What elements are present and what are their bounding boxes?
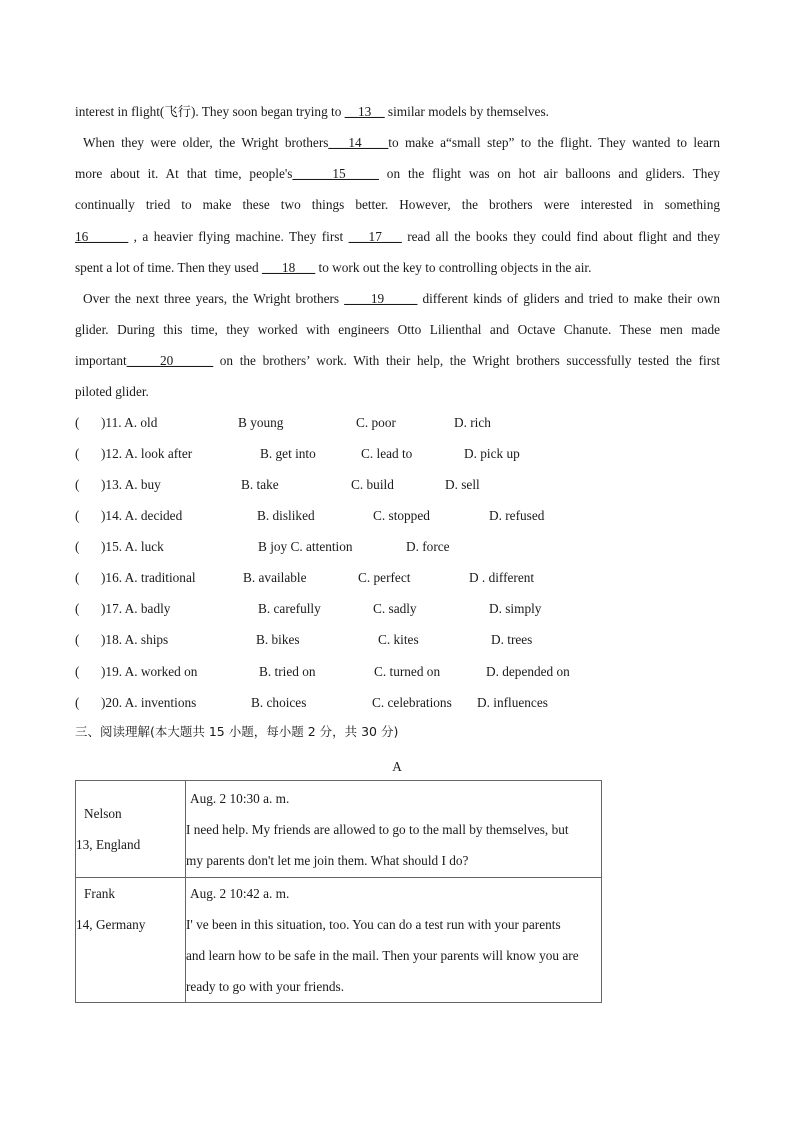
- blank-16: 16______: [75, 229, 129, 244]
- passage-text: similar models by themselves.: [384, 104, 549, 119]
- answer-paren: (: [75, 508, 80, 523]
- passage-text: When they were older, the Wright brothers: [83, 135, 329, 150]
- blank-19: ____19_____: [344, 291, 418, 306]
- passage-line: [75, 103, 720, 121]
- option-d: D. trees: [491, 632, 533, 647]
- option-c: C. build: [351, 477, 394, 492]
- passage-text: different kinds of gliders and tried to make their own: [417, 291, 720, 306]
- option-a: )17. A. badly: [101, 601, 171, 616]
- passage-text: more about it. At that time, people's: [75, 166, 293, 181]
- passage-line: [75, 290, 720, 308]
- message-cell: [186, 878, 602, 1003]
- option-d: D. simply: [489, 601, 542, 616]
- passage-text: continually tried to make these two things better. However, the brothers were interested in something: [75, 197, 720, 212]
- answer-paren: (: [75, 539, 80, 554]
- passage-text: , a heavier flying machine. They first: [128, 229, 349, 244]
- answer-paren: (: [75, 695, 80, 710]
- option-d: D. pick up: [464, 446, 520, 461]
- message-cell: [186, 781, 602, 878]
- option-d: D . different: [469, 570, 535, 585]
- option-a: )14. A. decided: [101, 508, 183, 523]
- blank-13: __13__: [344, 104, 385, 119]
- author-cell: [76, 878, 186, 1003]
- answer-paren: (: [75, 446, 80, 461]
- passage-text: interest in flight(飞行). They soon began trying to: [75, 104, 345, 119]
- post-text: I need help. My friends are allowed to go to the mall by themselves, but: [186, 822, 569, 837]
- passage-text: piloted glider.: [75, 384, 149, 399]
- blank-15: ______15_____: [292, 166, 379, 181]
- passage-text: on the brothers’ work. With their help, the Wright brothers successfully tested the first: [213, 353, 720, 368]
- option-c: C. celebrations: [372, 695, 452, 710]
- option-c: C. stopped: [373, 508, 430, 523]
- option-a: )16. A. traditional: [101, 570, 196, 585]
- option-d: D. sell: [445, 477, 480, 492]
- post-time: Aug. 2 10:42 a. m.: [190, 886, 290, 901]
- option-b: B. get into: [260, 446, 316, 461]
- passage-line: [75, 352, 720, 370]
- posts-table: [75, 780, 602, 1003]
- author-info: 14, Germany: [76, 917, 146, 932]
- option-b: B. take: [241, 477, 279, 492]
- blank-17: ___17___: [348, 229, 402, 244]
- option-c: C. kites: [378, 632, 419, 647]
- passage-text: Over the next three years, the Wright brothers: [83, 291, 345, 306]
- author-name: Frank: [84, 886, 116, 901]
- option-b: B. tried on: [259, 664, 316, 679]
- passage-text: to work out the key to controlling objects in the air.: [315, 260, 592, 275]
- passage-text: to make a“small step” to the flight. They wanted to learn: [388, 135, 720, 150]
- option-c: C. turned on: [374, 664, 441, 679]
- author-name: Nelson: [84, 806, 122, 821]
- option-a: )13. A. buy: [101, 477, 161, 492]
- passage-line: [75, 196, 720, 214]
- option-b: B. choices: [251, 695, 307, 710]
- option-b: B young: [238, 415, 284, 430]
- option-a: )18. A. ships: [101, 632, 169, 647]
- passage-line: [75, 134, 720, 152]
- passage-text: spent a lot of time. Then they used: [75, 260, 262, 275]
- passage-line: [75, 383, 720, 401]
- option-c: C. lead to: [361, 446, 413, 461]
- option-b: B. disliked: [257, 508, 315, 523]
- blank-20: _____20______: [126, 353, 214, 368]
- option-c: C. poor: [356, 415, 396, 430]
- option-a: )12. A. look after: [101, 446, 193, 461]
- answer-paren: (: [75, 664, 80, 679]
- option-d: D. depended on: [486, 664, 570, 679]
- post-text: and learn how to be safe in the mail. Then your parents will know you are: [186, 948, 579, 963]
- option-a: )19. A. worked on: [101, 664, 198, 679]
- post-text: ready to go with your friends.: [186, 979, 345, 994]
- passage-line: [75, 321, 720, 339]
- blank-14: ___14____: [328, 135, 389, 150]
- option-b: B. bikes: [256, 632, 300, 647]
- answer-paren: (: [75, 477, 80, 492]
- part-label: A: [392, 759, 402, 774]
- passage-line: [75, 259, 720, 277]
- table-row: [76, 878, 602, 1003]
- passage-line: [75, 165, 720, 183]
- author-cell: [76, 781, 186, 878]
- section-heading: 三、阅读理解(本大题共 15 小题，每小题 2 分，共 30 分): [75, 724, 399, 739]
- answer-paren: (: [75, 570, 80, 585]
- answer-paren: (: [75, 632, 80, 647]
- option-c: C. perfect: [358, 570, 411, 585]
- blank-18: ___18___: [261, 260, 316, 275]
- post-text: I' ve been in this situation, too. You can do a test run with your parents: [186, 917, 561, 932]
- option-b-c: B joy C. attention: [258, 539, 353, 554]
- option-b: B. available: [243, 570, 307, 585]
- passage-text: glider. During this time, they worked with engineers Otto Lilienthal and Octave Chanute. These men made: [75, 322, 720, 337]
- option-b: B. carefully: [258, 601, 321, 616]
- answer-paren: (: [75, 601, 80, 616]
- table-row: [76, 781, 602, 878]
- post-time: Aug. 2 10:30 a. m.: [190, 791, 290, 806]
- option-d: D. refused: [489, 508, 545, 523]
- option-c: C. sadly: [373, 601, 417, 616]
- passage-line: [75, 228, 720, 246]
- passage-text: important: [75, 353, 127, 368]
- option-d: D. rich: [454, 415, 491, 430]
- option-a: )20. A. inventions: [101, 695, 197, 710]
- option-a: )11. A. old: [101, 415, 158, 430]
- option-d: D. influences: [477, 695, 548, 710]
- option-a: )15. A. luck: [101, 539, 164, 554]
- post-text: my parents don't let me join them. What should I do?: [186, 853, 469, 868]
- passage-text: read all the books they could find about flight and they: [401, 229, 720, 244]
- answer-paren: (: [75, 415, 80, 430]
- passage-text: on the flight was on hot air balloons and gliders. They: [378, 166, 720, 181]
- option-d: D. force: [406, 539, 450, 554]
- author-info: 13, England: [76, 837, 141, 852]
